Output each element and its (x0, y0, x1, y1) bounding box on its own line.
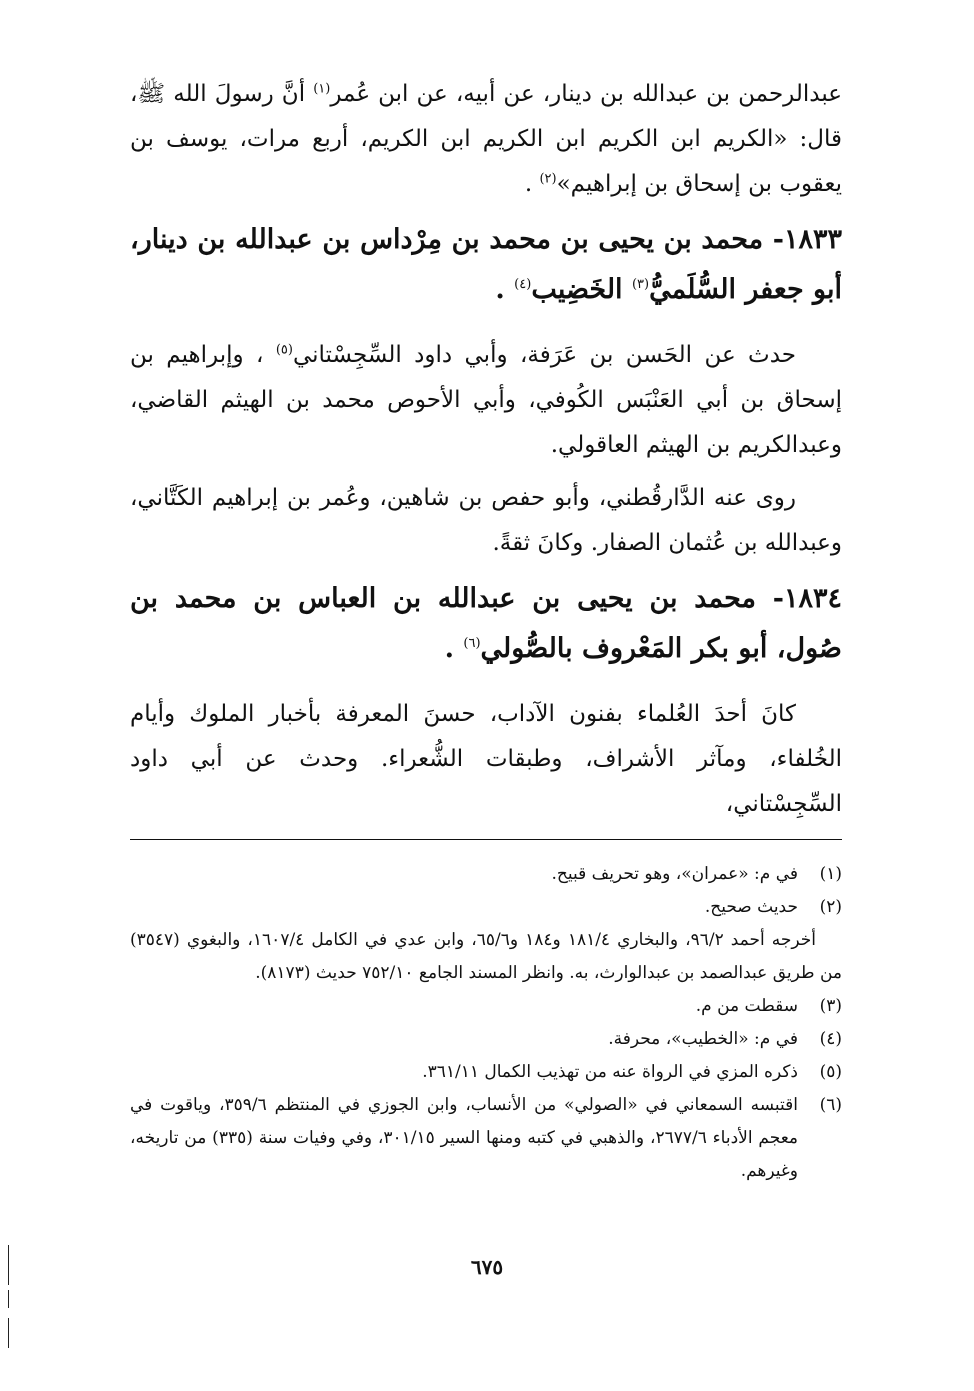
entry-heading-1834 (130, 574, 842, 674)
footnote-ref-1[interactable]: (١) (313, 81, 331, 97)
footnote-ref-4[interactable]: (٤) (514, 277, 532, 292)
footnote-text: في م: «عمران»، وهو تحريف قبيح. (551, 864, 798, 884)
entry-text: . (444, 633, 464, 664)
footnote-number: (٣) (819, 996, 842, 1016)
footnote-text: ذكره المزي في الرواة عنه من تهذيب الكمال ٣٦١/١١. (422, 1062, 798, 1082)
footnote-ref-3[interactable]: (٣) (631, 277, 650, 292)
paragraph-text: حدث عن الحَسن بن عَرَفة، وأبي داود السِّجِسْتاني (292, 342, 796, 368)
entry-text: الخَضِيب (531, 274, 632, 305)
scan-edge-mark (8, 1290, 9, 1308)
paragraph-text: عبدالرحمن بن عبدالله بن دينار، عن أبيه، عن ابن عُمر (330, 81, 842, 107)
footnote-item (130, 1023, 842, 1056)
footnote-text: اقتبسه السمعاني في «الصولي» من الأنساب، وابن الجوزي في المنتظم ٣٥٩/٦، وياقوت في معجم الأدباء ٢٦٧٧/٦، والذهبي في كتبه ومنها السير ٣٠١/١٥، وفي وفيات سنة (٣٣٥) من تاريخه، وغيرهم. (130, 1095, 799, 1181)
footnote-number: (١) (819, 864, 842, 884)
page-body (130, 72, 842, 1188)
footnote-item (130, 891, 842, 924)
paragraph-text: ، وإبراهيم بن إسحاق بن أبي العَنْبَس الكُوفي، وأبي الأحوص محمد بن الهيثم القاضي، وعبدالكريم بن الهيثم العاقولي. (130, 342, 842, 458)
footnote-item (130, 1089, 842, 1188)
footnotes (130, 858, 842, 1188)
footnote-text: في م: «الخطيب»، محرفة. (608, 1029, 798, 1049)
footnote-ref-2[interactable]: (٢) (539, 171, 557, 187)
page-number: ٦٧٥ (470, 1255, 504, 1279)
footnote-number: (٥) (819, 1062, 842, 1082)
entry-text: ١٨٣٤- محمد بن يحيى بن عبدالله بن العباس بن محمد بن صُول، أبو بكر المَعْروف بالصُّولي (130, 583, 842, 664)
footnote-number: (٢) (819, 897, 842, 917)
footnote-ref-5[interactable]: (٥) (275, 342, 293, 358)
footnote-continuation: أخرجه أحمد ٩٦/٢، والبخاري ١٨١/٤ و١٨٤ و٦٥/٦، وابن عدي في الكامل ١٦٠٧/٤، والبغوي (٣٥٤٧) من طريق عبدالصمد بن عبدالوارث، به. وانظر المسند الجامع ٧٥٢/١٠ حديث (٨١٧٣). (130, 930, 842, 983)
paragraph-text: . (524, 171, 540, 197)
paragraph-narrated-from (130, 333, 842, 468)
footnote-number: (٤) (819, 1029, 842, 1049)
footnote-text: حديث صحيح. (704, 897, 798, 917)
entry-text: ١٨٣٣- محمد بن يحيى بن محمد بن مِرْداس بن عبدالله بن دينار، أبو جعفر السُّلَميُّ (130, 224, 842, 305)
entry-text: . (495, 274, 515, 305)
footnote-divider (130, 839, 842, 840)
paragraph-biography: كانَ أحدَ العُلماء بفنون الآداب، حسنَ المعرفة بأخبار الملوك وأيام الخُلفاء، ومآثر الأشراف، وطبقات الشُّعراء. وحدث عن أبي داود السِّجِسْتاني، (130, 701, 842, 817)
paragraph-narrated-by: روى عنه الدَّارقُطني، وأبو حفص بن شاهين، وعُمر بن إبراهيم الكَتَّاني، وعبدالله بن عُثمان الصفار. وكانَ ثقةً. (130, 485, 842, 556)
scan-edge-mark (8, 1318, 9, 1348)
paragraph-text: أنَّ رسولَ الله ﷺ، قال: «الكريم ابن الكريم ابن الكريم ابن الكريم، أربع مرات، يوسف بن يعقوب بن إسحاق بن إبراهيم» (130, 81, 842, 197)
entry-heading-1833 (130, 215, 842, 315)
paragraph-hadith (130, 72, 842, 207)
footnote-ref-6[interactable]: (٦) (463, 636, 481, 651)
footnote-item (130, 1056, 842, 1089)
scan-edge-mark (8, 1245, 9, 1285)
footnote-number: (٦) (819, 1095, 842, 1115)
footnote-item (130, 858, 842, 891)
footnote-text: سقطت من م. (695, 996, 798, 1016)
footnote-item (130, 990, 842, 1023)
